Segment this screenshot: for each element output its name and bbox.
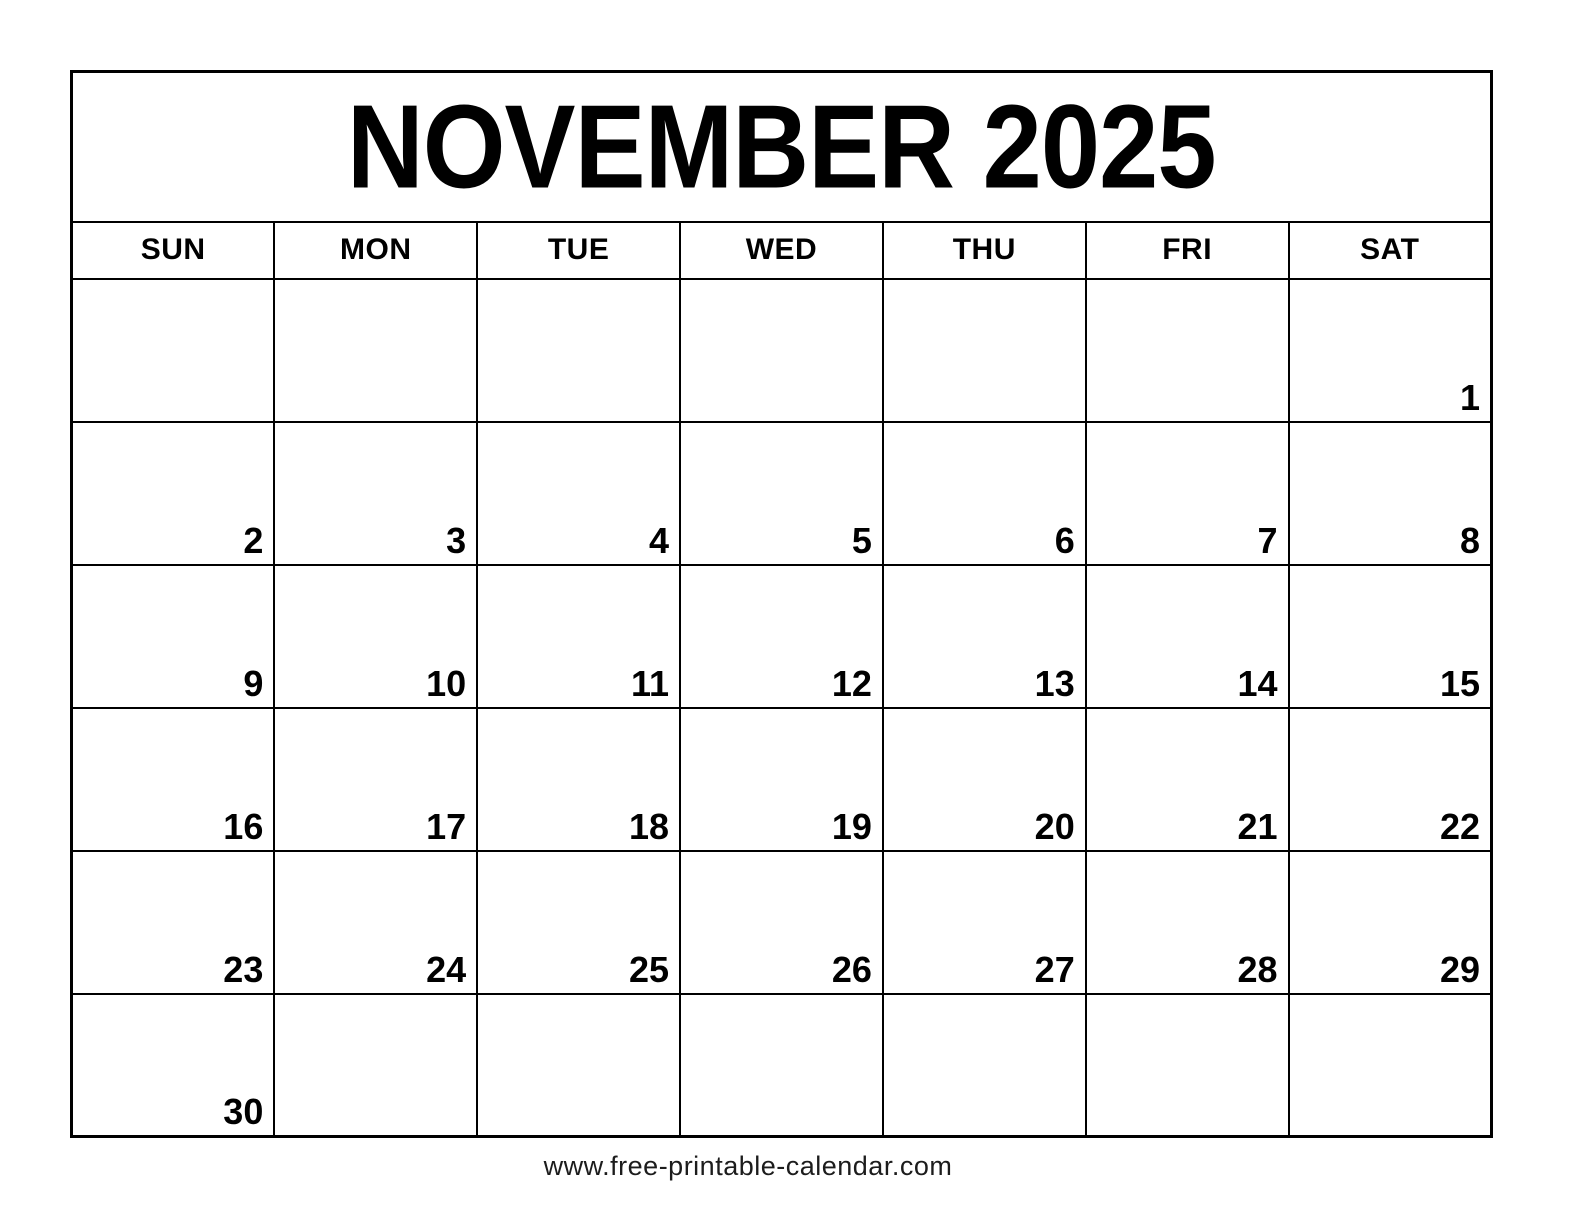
week-row	[72, 851, 1492, 994]
day-number: 28	[1237, 948, 1278, 990]
day-cell-26	[680, 851, 883, 994]
day-cell-18	[477, 708, 680, 851]
empty-cell	[680, 994, 883, 1137]
day-number: 30	[223, 1091, 264, 1133]
week-row	[72, 994, 1492, 1137]
weekday-header-fri: FRI	[1086, 222, 1289, 279]
day-cell-10	[274, 565, 477, 708]
day-number: 9	[243, 662, 264, 704]
day-cell-5	[680, 422, 883, 565]
day-number: 16	[223, 805, 264, 847]
day-number: 17	[426, 805, 467, 847]
empty-cell	[1289, 994, 1492, 1137]
day-cell-6	[883, 422, 1086, 565]
day-number: 7	[1257, 519, 1278, 561]
empty-cell	[1086, 279, 1289, 422]
day-cell-27	[883, 851, 1086, 994]
day-number: 20	[1034, 805, 1075, 847]
weekday-header-wed: WED	[680, 222, 883, 279]
empty-cell	[477, 279, 680, 422]
day-number: 19	[831, 805, 872, 847]
calendar-table	[70, 70, 1493, 1138]
weekday-header-sat: SAT	[1289, 222, 1492, 279]
day-number: 11	[630, 662, 670, 704]
day-number: 12	[831, 662, 872, 704]
day-cell-19	[680, 708, 883, 851]
day-cell-17	[274, 708, 477, 851]
week-row	[72, 565, 1492, 708]
day-cell-16	[72, 708, 275, 851]
day-number: 26	[831, 948, 872, 990]
day-number: 10	[426, 662, 467, 704]
empty-cell	[883, 994, 1086, 1137]
day-number: 15	[1439, 662, 1480, 704]
day-cell-22	[1289, 708, 1492, 851]
day-cell-30	[72, 994, 275, 1137]
day-cell-24	[274, 851, 477, 994]
empty-cell	[1086, 994, 1289, 1137]
day-number: 29	[1439, 948, 1480, 990]
day-cell-12	[680, 565, 883, 708]
week-row	[72, 422, 1492, 565]
day-number: 4	[649, 519, 670, 561]
calendar-header	[72, 72, 1492, 279]
day-number: 2	[243, 519, 264, 561]
day-number: 25	[628, 948, 670, 990]
day-cell-14	[1086, 565, 1289, 708]
week-row	[72, 279, 1492, 422]
day-number: 27	[1034, 948, 1075, 990]
day-cell-15	[1289, 565, 1492, 708]
empty-cell	[274, 994, 477, 1137]
weekday-header-mon: MON	[274, 222, 477, 279]
day-cell-28	[1086, 851, 1289, 994]
day-cell-1	[1289, 279, 1492, 422]
calendar-title: NOVEMBER 2025	[347, 79, 1216, 213]
day-number: 8	[1459, 519, 1480, 561]
day-number: 13	[1034, 662, 1075, 704]
day-cell-20	[883, 708, 1086, 851]
empty-cell	[274, 279, 477, 422]
day-number: 21	[1237, 805, 1278, 847]
day-cell-29	[1289, 851, 1492, 994]
day-cell-23	[72, 851, 275, 994]
weekday-header-sun: SUN	[72, 222, 275, 279]
weekday-header-row	[72, 222, 1492, 279]
weekday-header-tue: TUE	[477, 222, 680, 279]
day-number: 3	[446, 519, 467, 561]
calendar-grid	[72, 279, 1492, 1137]
day-number: 22	[1439, 805, 1480, 847]
week-row	[72, 708, 1492, 851]
day-cell-13	[883, 565, 1086, 708]
day-number: 23	[223, 948, 264, 990]
day-cell-21	[1086, 708, 1289, 851]
day-number: 14	[1237, 662, 1278, 704]
day-number: 5	[851, 519, 872, 561]
empty-cell	[72, 279, 275, 422]
day-cell-3	[274, 422, 477, 565]
empty-cell	[680, 279, 883, 422]
title-row	[72, 72, 1492, 222]
day-number: 1	[1459, 376, 1480, 418]
empty-cell	[477, 994, 680, 1137]
title-cell	[72, 72, 1492, 222]
day-number: 18	[628, 805, 670, 847]
day-number: 24	[426, 948, 467, 990]
day-number: 6	[1054, 519, 1075, 561]
day-cell-9	[72, 565, 275, 708]
day-cell-11	[477, 565, 680, 708]
weekday-header-thu: THU	[883, 222, 1086, 279]
day-cell-7	[1086, 422, 1289, 565]
day-cell-2	[72, 422, 275, 565]
day-cell-4	[477, 422, 680, 565]
day-cell-8	[1289, 422, 1492, 565]
day-cell-25	[477, 851, 680, 994]
footer-url: www.free-printable-calendar.com	[543, 1151, 953, 1181]
empty-cell	[883, 279, 1086, 422]
